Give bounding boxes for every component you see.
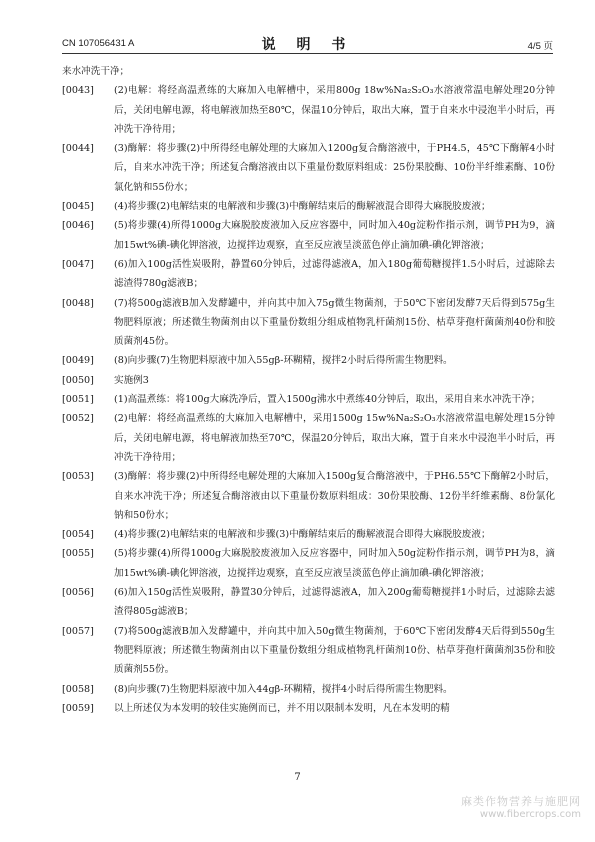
paragraph bbox=[62, 583, 555, 622]
paragraph-text: (7)将500g滤液B加入发酵罐中，并向其中加入75g微生物菌剂，于50℃下密闭发酵7天后得到575g生物肥料原液；所述微生物菌剂由以下重量份数组分组成植物乳杆菌剂15份、枯草芽孢杆菌菌剂40份和胶质菌剂45份。 bbox=[114, 297, 555, 348]
paragraph-number: [0052] bbox=[62, 413, 94, 425]
paragraph-text: (8)向步骤(7)生物肥料原液中加入44gβ-环糊精，搅拌4小时后得所需生物肥料。 bbox=[114, 683, 453, 695]
paragraph-number: [0054] bbox=[62, 529, 94, 541]
paragraph bbox=[62, 139, 555, 197]
paragraph-number: [0053] bbox=[62, 471, 94, 483]
paragraph-text: (5)将步骤(4)所得1000g大麻脱胶废液加入反应容器中，同时加入50g淀粉作指示剂，调节PH为8，滴加15wt%碘-碘化钾溶液，边搅拌边观察，直至反应液呈淡蓝色停止滴加碘-碘化钾溶液； bbox=[114, 548, 555, 579]
paragraph bbox=[62, 81, 555, 139]
patent-number: CN 107056431 A bbox=[62, 38, 135, 49]
paragraph-number: [0045] bbox=[62, 201, 94, 213]
paragraph-text: (6)加入100g活性炭吸附，静置60分钟后，过滤得滤液A，加入180g葡萄糖搅拌1.5小时后，过滤除去滤渣得780g滤液B； bbox=[114, 258, 555, 290]
paragraph bbox=[62, 680, 555, 699]
continued-text: 来水冲洗干净； bbox=[62, 66, 130, 77]
paragraph bbox=[62, 622, 555, 680]
watermark-url: www.fibercrops.com bbox=[479, 809, 581, 820]
paragraph-number: [0047] bbox=[62, 258, 94, 270]
paragraph bbox=[62, 544, 555, 583]
paragraph-list bbox=[62, 81, 555, 718]
page-number: 7 bbox=[294, 772, 301, 783]
paragraph-text: (7)将500g滤液B加入发酵罐中，并向其中加入50g微生物菌剂，于60℃下密闭发酵4天后得到550g生物肥料原液；所述微生物菌剂由以下重量份数组分组成植物乳杆菌剂10份、枯草芽孢杆菌菌剂35份和胶质菌剂55份。 bbox=[114, 625, 555, 676]
paragraph bbox=[62, 371, 555, 390]
paragraph-number: [0049] bbox=[62, 355, 94, 367]
paragraph-number: [0059] bbox=[62, 702, 94, 714]
paragraph-text: (3)酶解：将步骤(2)中所得经电解处理的大麻加入1200g复合酶溶液中，于PH4.5，45℃下酶解4小时后，自来水冲洗干净；所述复合酶溶液由以下重量份数原料组成：25份果胶酶、10份半纤维素酶、10份氯化钠和55份水； bbox=[114, 143, 555, 193]
paragraph-text: (5)将步骤(4)所得1000g大麻脱胶废液加入反应容器中，同时加入40g淀粉作指示剂，调节PH为9，滴加15wt%碘-碘化钾溶液，边搅拌边观察，直至反应液呈淡蓝色停止滴加碘-碘化钾溶液； bbox=[114, 220, 555, 251]
paragraph-number: [0055] bbox=[62, 548, 94, 560]
document-body bbox=[62, 62, 555, 718]
paragraph-number: [0058] bbox=[62, 683, 94, 695]
header-divider bbox=[62, 53, 553, 54]
paragraph-number: [0050] bbox=[62, 374, 94, 386]
paragraph-number: [0051] bbox=[62, 394, 94, 406]
paragraph-text: 以上所述仅为本发明的较佳实施例而已，并不用以限制本发明，凡在本发明的精 bbox=[114, 702, 450, 714]
paragraph bbox=[62, 197, 555, 216]
paragraph-text: (6)加入150g活性炭吸附，静置30分钟后，过滤得滤液A，加入200g葡萄糖搅拌1小时后，过滤除去滤渣得805g滤液B； bbox=[114, 587, 555, 618]
paragraph bbox=[62, 294, 555, 352]
paragraph bbox=[62, 409, 555, 467]
paragraph-number: [0056] bbox=[62, 587, 94, 599]
paragraph bbox=[62, 351, 555, 370]
paragraph bbox=[62, 699, 555, 718]
paragraph-text: (1)高温煮练：将100g大麻洗净后，置入1500g沸水中煮练40分钟后，取出，采用自来水冲洗干净； bbox=[114, 394, 541, 406]
document-title: 说 明 书 bbox=[261, 37, 354, 53]
paragraph bbox=[62, 390, 555, 409]
paragraph-number: [0043] bbox=[62, 85, 94, 97]
paragraph-number: [0057] bbox=[62, 625, 94, 637]
paragraph-number: [0044] bbox=[62, 143, 94, 155]
paragraph bbox=[62, 216, 555, 255]
page-header bbox=[62, 34, 553, 52]
paragraph-number: [0046] bbox=[62, 220, 94, 232]
paragraph-text: (2)电解：将经高温煮练的大麻加入电解槽中，采用800g 18w%Na₂S₂O₃水溶液常温电解处理20分钟后，关闭电解电源，将电解液加热至80℃，保温10分钟后，取出大麻，置于自来水中浸泡半小时后，再冲洗干净待用； bbox=[114, 85, 555, 135]
paragraph bbox=[62, 467, 555, 525]
paragraph-text: (4)将步骤(2)电解结束的电解液和步骤(3)中酶解结束后的酶解液混合即得大麻脱胶废液； bbox=[114, 529, 491, 541]
paragraph-text: (8)向步骤(7)生物肥料原液中加入55gβ-环糊精，搅拌2小时后得所需生物肥料。 bbox=[114, 355, 453, 367]
paragraph-text: (2)电解：将经高温煮练的大麻加入电解槽中，采用1500g 15w%Na₂S₂O₃水溶液常温电解处理15分钟后，关闭电解电源，将电解液加热至70℃，保温20分钟后，取出大麻，置于自来水中浸泡半小时后，再冲洗干净待用； bbox=[114, 413, 555, 463]
watermark-site-name: 麻类作物营养与施肥网 bbox=[461, 795, 581, 808]
paragraph bbox=[62, 525, 555, 544]
paragraph-text: (3)酶解：将步骤(2)中所得经电解处理的大麻加入1500g复合酶溶液中，于PH6.55℃下酶解2小时后，自来水冲洗干净；所述复合酶溶液由以下重量份数原料组成：30份果胶酶、12份半纤维素酶、8份氯化钠和50份水； bbox=[114, 471, 555, 521]
paragraph-text: 实施例3 bbox=[114, 374, 149, 386]
paragraph-number: [0048] bbox=[62, 297, 94, 309]
paragraph-text: (4)将步骤(2)电解结束的电解液和步骤(3)中酶解结束后的酶解液混合即得大麻脱胶废液； bbox=[114, 201, 491, 213]
page-indicator: 4/5 页 bbox=[527, 41, 553, 52]
watermark bbox=[461, 793, 581, 820]
paragraph bbox=[62, 255, 555, 294]
